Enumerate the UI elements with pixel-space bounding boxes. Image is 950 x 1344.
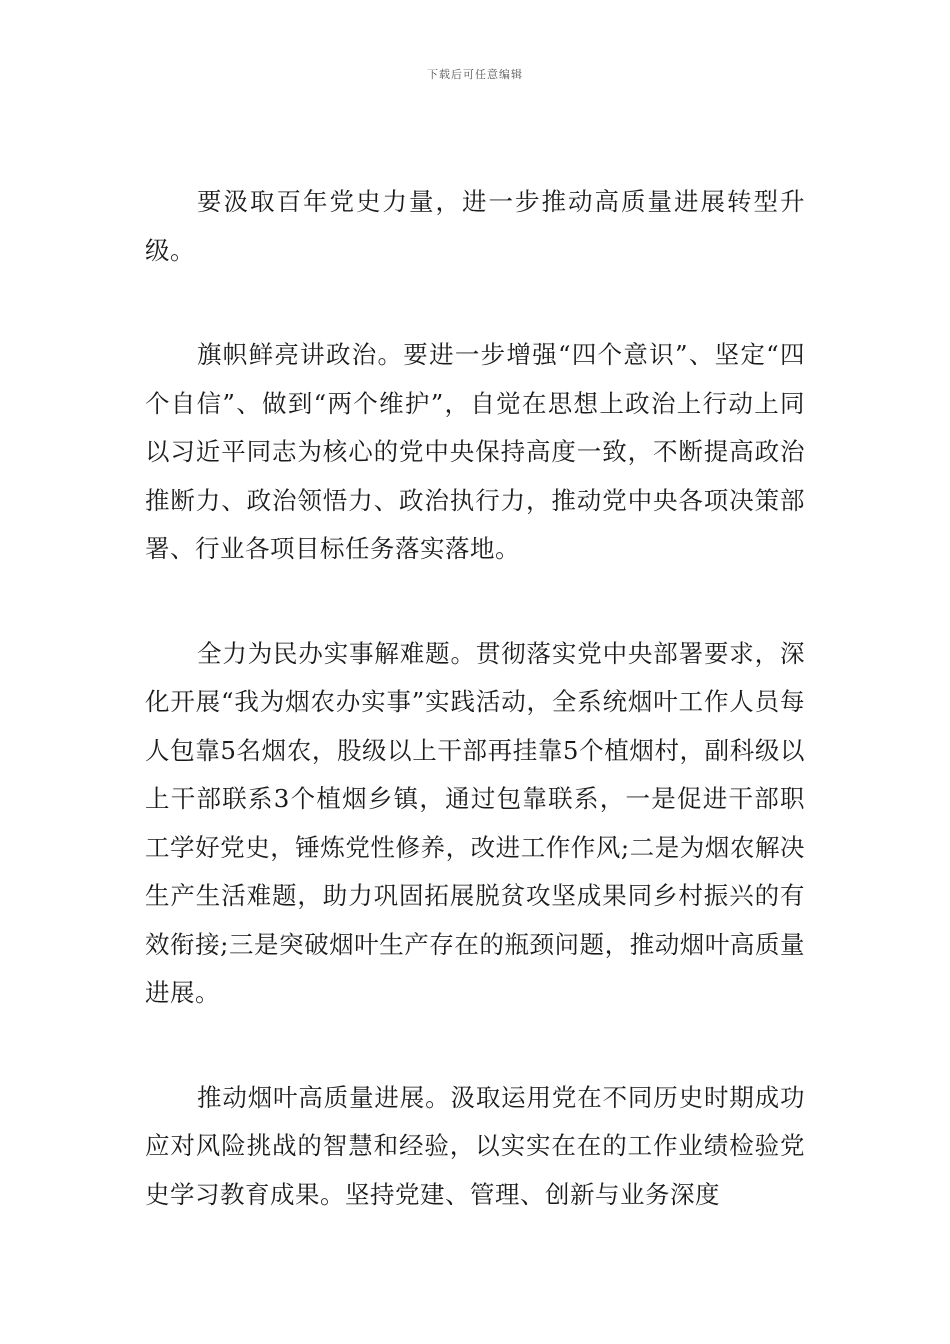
- page-header-note: 下载后可任意编辑: [427, 68, 523, 81]
- paragraph-service: 全力为民办实事解难题。贯彻落实党中央部署要求，深化开展“我为烟农办实事”实践活动，全系统烟叶工作人员每人包靠5名烟农，股级以上干部再挂靠5个植烟村，副科级以上干部联系3个植烟乡镇，通过包靠联系，一是促进干部职工学好党史，锤炼党性修养，改进工作作风;二是为烟农解决生产生活难题，助力巩固拓展脱贫攻坚成果同乡村振兴的有效衔接;三是突破烟叶生产存在的瓶颈问题，推动烟叶高质量进展。: [145, 638, 805, 1007]
- paragraph-politics: 旗帜鲜亮讲政治。要进一步增强“四个意识”、坚定“四个自信”、做到“两个维护”，自觉在思想上政治上行动上同以习近平同志为核心的党中央保持高度一致，不断提高政治推断力、政治领悟力、政治执行力，推动党中央各项决策部署、行业各项目标任务落实落地。: [145, 340, 805, 563]
- document-body: [145, 178, 805, 1219]
- paragraph-intro: 要汲取百年党史力量，进一步推动高质量进展转型升级。: [145, 187, 805, 265]
- paragraph-development: 推动烟叶高质量进展。汲取运用党在不同历史时期成功应对风险挑战的智慧和经验，以实实在在的工作业绩检验党史学习教育成果。坚持党建、管理、创新与业务深度: [145, 1082, 805, 1209]
